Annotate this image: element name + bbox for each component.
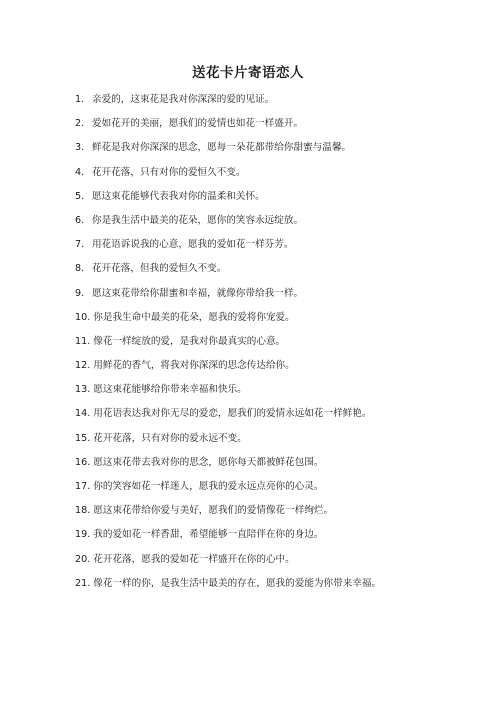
item-number: 1. xyxy=(75,94,85,105)
item-number: 19. xyxy=(75,529,91,541)
item-number: 8. xyxy=(75,263,85,275)
item-text: 用花语表达我对你无尽的爱恋，愿我们的爱情永远如花一样鲜艳。 xyxy=(93,408,372,420)
item-text: 愿这束花带给你甜蜜和幸福，就像你带给我一样。 xyxy=(92,287,304,299)
item-text: 亲爱的，这束花是我对你深深的爱的见证。 xyxy=(92,94,275,105)
list-item xyxy=(75,213,475,237)
item-number: 4. xyxy=(75,166,85,178)
item-number: 5. xyxy=(75,190,85,202)
list-item xyxy=(75,455,475,479)
list-item xyxy=(75,479,475,503)
item-text: 爱如花开的美丽，愿我们的爱情也如花一样盛开。 xyxy=(92,118,304,130)
list-item xyxy=(75,527,475,551)
list-item xyxy=(75,382,475,406)
item-number: 11. xyxy=(75,335,91,347)
item-text: 愿这束花带去我对你的思念，愿你每天都被鲜花包围。 xyxy=(93,456,324,468)
item-number: 9. xyxy=(75,287,85,299)
message-list xyxy=(75,92,475,600)
item-number: 2. xyxy=(75,118,85,130)
item-number: 14. xyxy=(75,408,91,420)
item-text: 花开花落，愿我的爱如花一样盛开在你的心中。 xyxy=(93,553,295,565)
list-item xyxy=(75,237,475,261)
item-text: 愿这束花能够给你带来幸福和快乐。 xyxy=(93,384,247,396)
list-item xyxy=(75,552,475,576)
item-text: 你是我生命中最美的花朵，愿我的爱将你宠爱。 xyxy=(93,311,295,323)
item-text: 用花语诉说我的心意，愿我的爱如花一样芬芳。 xyxy=(92,239,294,251)
list-item xyxy=(75,503,475,527)
item-text: 用鲜花的香气，将我对你深深的思念传达给你。 xyxy=(93,360,295,372)
item-text: 像花一样的你，是我生活中最美的存在，愿我的爱能为你带来幸福。 xyxy=(93,577,382,589)
list-item xyxy=(75,334,475,358)
item-number: 7. xyxy=(75,239,85,251)
item-number: 18. xyxy=(75,505,91,517)
item-text: 愿这束花能够代表我对你的温柔和关怀。 xyxy=(92,190,265,202)
item-text: 愿这束花带给你爱与美好，愿我们的爱情像花一样绚烂。 xyxy=(93,505,334,517)
list-item xyxy=(75,406,475,430)
item-text: 花开花落，只有对你的爱恒久不变。 xyxy=(92,166,246,178)
item-text: 你是我生活中最美的花朵，愿你的笑容永远绽放。 xyxy=(92,214,304,226)
list-item xyxy=(75,310,475,334)
list-item xyxy=(75,92,475,116)
item-number: 12. xyxy=(75,360,91,372)
list-item xyxy=(75,431,475,455)
item-text: 像花一样绽放的爱，是我对你最真实的心意。 xyxy=(93,335,286,347)
item-number: 13. xyxy=(75,384,91,396)
list-item xyxy=(75,261,475,285)
item-text: 花开花落，只有对你的爱永远不变。 xyxy=(93,432,247,444)
list-item xyxy=(75,189,475,213)
list-item xyxy=(75,358,475,382)
document-title: 送花卡片寄语恋人 xyxy=(192,65,304,81)
item-number: 3. xyxy=(75,142,85,154)
item-number: 6. xyxy=(75,214,85,226)
item-number: 15. xyxy=(75,432,91,444)
item-text: 我的爱如花一样香甜，希望能够一直陪伴在你的身边。 xyxy=(93,529,324,541)
item-number: 21. xyxy=(75,577,91,589)
list-item xyxy=(75,286,475,310)
item-number: 16. xyxy=(75,456,91,468)
list-item xyxy=(75,576,475,600)
list-item xyxy=(75,140,475,164)
item-number: 20. xyxy=(75,553,91,565)
item-text: 花开花落，但我的爱恒久不变。 xyxy=(92,263,227,275)
item-number: 10. xyxy=(75,311,91,323)
item-text: 你的笑容如花一样迷人，愿我的爱永远点亮你的心灵。 xyxy=(93,481,324,492)
item-number: 17. xyxy=(75,481,91,492)
list-item xyxy=(75,116,475,140)
list-item xyxy=(75,165,475,189)
item-text: 鲜花是我对你深深的思念，愿每一朵花都带给你甜蜜与温馨。 xyxy=(92,142,352,154)
